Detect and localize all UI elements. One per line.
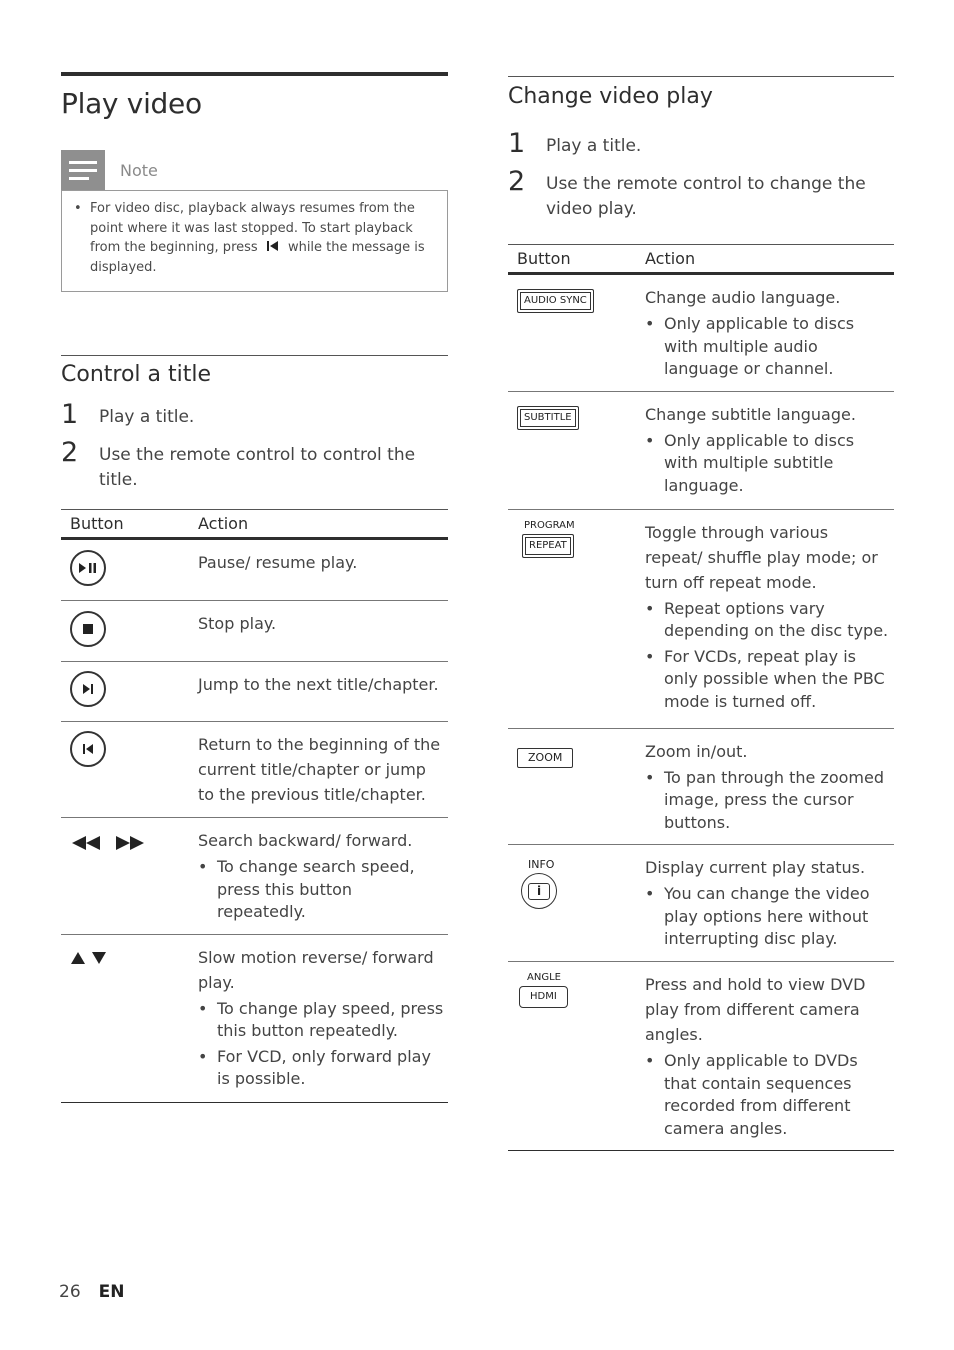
angle-button-icon (517, 972, 632, 1008)
play-pause-icon (70, 550, 106, 586)
table-row (61, 722, 448, 818)
angle-label: ANGLE (527, 972, 561, 983)
note-content (61, 190, 448, 292)
note-bullet (74, 199, 435, 277)
action-bullet: • For VCD, only forward play is possible. (198, 1046, 431, 1088)
table-header-row (508, 245, 894, 274)
audio-sync-button-icon: AUDIO SYNC (517, 289, 594, 313)
step (508, 167, 894, 222)
steps-list (508, 129, 894, 222)
info-label: INFO (528, 858, 555, 871)
action-bullet: • To pan through the zoomed image, press the cursor buttons. (645, 767, 884, 832)
repeat-label: REPEAT (522, 534, 574, 558)
table-row (508, 728, 894, 845)
section-title: Control a title (61, 362, 212, 387)
step (508, 129, 894, 159)
table-row (61, 934, 448, 1102)
table-row (61, 818, 448, 935)
action-bullet: • You can change the video play options here without interrupting disc play. (645, 884, 870, 948)
page-footer (59, 1282, 124, 1302)
action-cell (636, 274, 894, 392)
table-header-row (61, 510, 448, 539)
action-text: Pause/ resume play. (198, 553, 358, 572)
action-cell (189, 722, 448, 818)
control-title-section (61, 355, 448, 1103)
action-cell (189, 818, 448, 935)
control-buttons-table (61, 510, 448, 1103)
action-bullet: • Only applicable to DVDs that contain sequences recorded from different camera angles. (645, 1051, 858, 1138)
step (61, 438, 448, 493)
table-row (508, 845, 894, 962)
zoom-button-icon: ZOOM (517, 748, 573, 768)
step-text: Use the remote control to control the title. (99, 445, 416, 490)
title-rule (61, 72, 448, 76)
right-column (508, 76, 894, 1151)
column-header-action: Action (636, 245, 894, 274)
note-text: For video disc, playback always resumes from the point where it was last stopped. To start playback from the beginning, press while the message is displayed. (90, 201, 425, 275)
subtitle-button-icon: SUBTITLE (517, 406, 579, 430)
left-column (61, 72, 448, 1103)
action-cell (636, 728, 894, 845)
action-cell (636, 391, 894, 509)
step (61, 400, 448, 430)
action-bullet: • To change play speed, press this button repeatedly. (198, 998, 444, 1040)
action-text: Change audio language. (645, 288, 841, 307)
action-bullet: • Repeat options vary depending on the disc type. (645, 598, 889, 640)
action-text: Zoom in/out. (645, 741, 748, 761)
section-rule (61, 355, 448, 356)
action-text: Toggle through various repeat/ shuffle play mode; or turn off repeat mode. (645, 522, 878, 592)
action-text: Return to the beginning of the current title/chapter or jump to the previous title/chapter. (198, 735, 441, 804)
action-cell (636, 962, 894, 1151)
section-rule (508, 76, 894, 77)
action-text: Display current play status. (645, 858, 866, 877)
table-row (508, 962, 894, 1151)
column-header-action: Action (189, 510, 448, 539)
action-cell (636, 845, 894, 962)
action-bullet: • To change search speed, press this button repeatedly. (198, 857, 415, 921)
next-icon (70, 671, 106, 707)
action-cell (189, 662, 448, 722)
change-buttons-table (508, 245, 894, 1151)
table-row (61, 539, 448, 601)
page-number: 26 (59, 1282, 81, 1302)
note-box (61, 150, 448, 292)
step-text: Play a title. (546, 136, 642, 156)
table-row (508, 274, 894, 392)
column-header-button: Button (61, 510, 189, 539)
action-text: Slow motion reverse/ forward play. (198, 947, 434, 992)
rewind-forward-icon (70, 835, 150, 854)
action-text: Stop play. (198, 614, 277, 633)
action-text: Jump to the next title/chapter. (198, 675, 439, 694)
previous-icon (262, 240, 284, 255)
action-cell (189, 601, 448, 662)
action-text: Search backward/ forward. (198, 831, 413, 850)
table-row (61, 662, 448, 722)
note-label: Note (120, 160, 158, 180)
action-text: Press and hold to view DVD play from different camera angles. (645, 975, 866, 1044)
action-text: Change subtitle language. (645, 404, 856, 424)
page-title: Play video (61, 87, 202, 120)
hdmi-label: HDMI (519, 986, 568, 1008)
language-code: EN (98, 1282, 125, 1302)
action-bullet: • Only applicable to discs with multiple subtitle language. (645, 430, 855, 495)
info-icon: i (521, 873, 557, 909)
previous-icon (70, 731, 106, 767)
step-text: Play a title. (99, 407, 195, 427)
step-number: 1 (508, 128, 526, 159)
table-row (508, 509, 894, 728)
note-icon (61, 150, 105, 190)
stop-icon (70, 611, 106, 647)
action-bullet: • For VCDs, repeat play is only possible when the PBC mode is turned off. (645, 646, 885, 711)
action-cell (189, 539, 448, 601)
repeat-button-icon (517, 520, 632, 558)
step-number: 2 (61, 437, 79, 468)
step-number: 1 (61, 399, 79, 430)
steps-list (61, 400, 448, 493)
action-cell (189, 934, 448, 1102)
info-button-icon (517, 859, 632, 909)
bullet-dot: • (74, 201, 82, 216)
up-down-icon (70, 950, 110, 969)
program-label: PROGRAM (524, 519, 575, 531)
column-header-button: Button (508, 245, 636, 274)
action-bullet: • Only applicable to discs with multiple audio language or channel. (645, 314, 855, 378)
table-row (61, 601, 448, 662)
table-row (508, 391, 894, 509)
note-header (61, 150, 448, 190)
step-number: 2 (508, 166, 526, 197)
step-text: Use the remote control to change the video play. (546, 174, 866, 219)
section-title: Change video play (508, 84, 713, 109)
action-cell (636, 509, 894, 728)
